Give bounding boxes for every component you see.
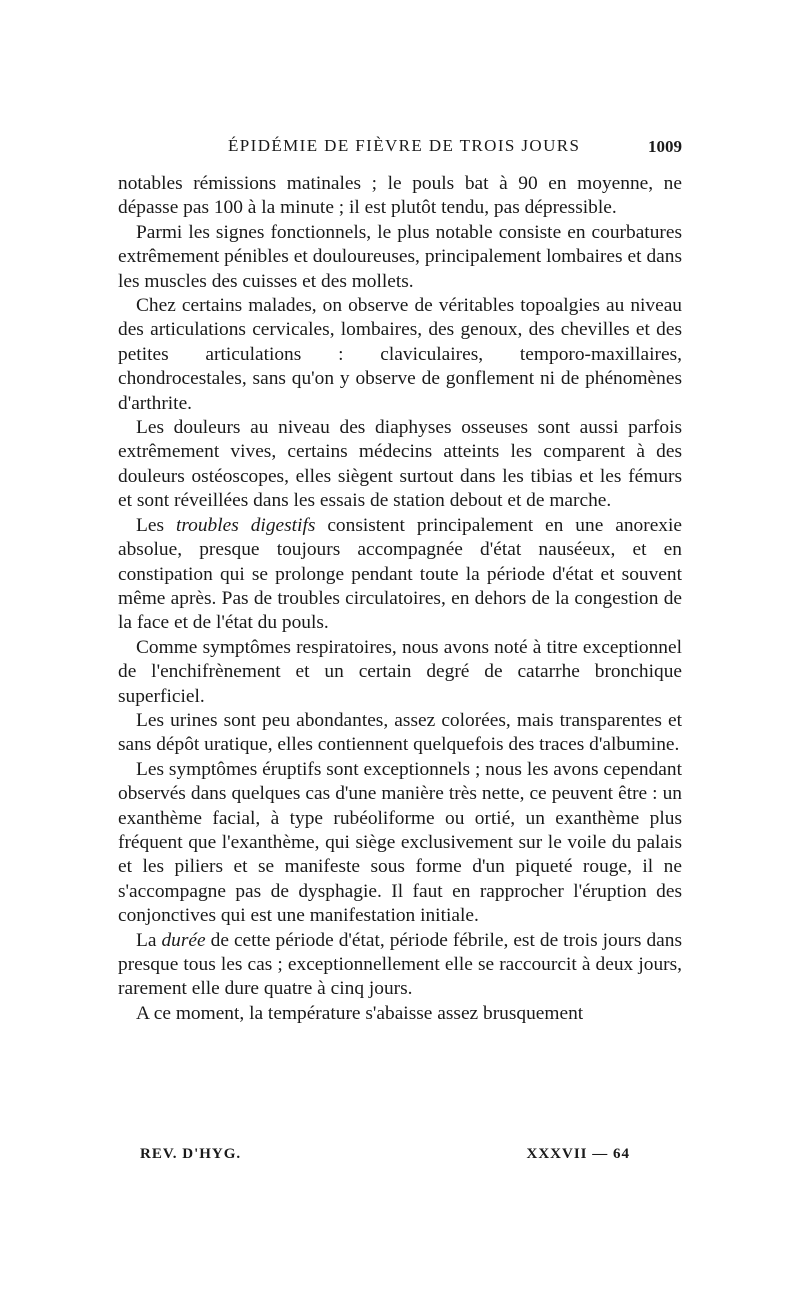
paragraph: A ce moment, la température s'abaisse assez brusquement (136, 1002, 584, 1024)
paragraph-text: de cette période d'état, période fébrile, est de trois jours dans presque tous les cas ; exceptionnellement elle se raccourcit à deux jours, rarement elle dure quatre à cinq jours. (118, 929, 682, 1000)
paragraph-text: consistent principalement en une anorexie absolue, presque toujours accompagnée d'état nauséeux, et en constipation qui se prolonge pendant toute la période d'état et souvent même après. Pas de troubles circulatoires, en dehors de la congestion de la face et de l'état du pouls. (118, 514, 682, 634)
paragraph: Les symptômes éruptifs sont exceptionnels ; nous les avons cependant observés dans quelques cas d'une manière très nette, ce peuvent être : un exanthème facial, à type rubéoliforme ou ortié, un exanthème plus fréquent que l'exanthème, qui siège exclusivement sur le voile du palais et les piliers et se manifeste sous forme d'un piqueté rouge, il ne s'accompagne pas de dysphagie. Il faut en rapprocher l'éruption des conjonctives qui est une manifestation initiale. (118, 758, 682, 927)
paragraph: Comme symptômes respiratoires, nous avons noté à titre exceptionnel de l'enchifrènement et un certain degré de catarrhe bronchique superficiel. (118, 636, 682, 707)
page-number: 1009 (648, 137, 682, 156)
paragraph: Les urines sont peu abondantes, assez colorées, mais transparentes et sans dépôt uratique, elles contiennent quelquefois des traces d'albumine. (118, 709, 682, 756)
journal-signature: REV. D'HYG. (140, 1146, 242, 1162)
italic-term: durée (161, 929, 206, 951)
paragraph-text: La (136, 929, 162, 951)
italic-term: troubles digestifs (175, 514, 316, 536)
page-footer (140, 1146, 630, 1168)
paragraph (118, 514, 682, 636)
volume-signature: XXXVII — 64 (526, 1146, 630, 1162)
paragraph (118, 929, 682, 1002)
paragraph: Les douleurs au niveau des diaphyses osseuses sont aussi parfois extrêmement vives, certains médecins atteints les comparent à des douleurs ostéoscopes, elles siègent surtout dans les tibias et les fémurs et sont réveillées dans les essais de station debout et de marche. (118, 417, 682, 512)
body-text (118, 172, 682, 1026)
running-head (118, 136, 682, 162)
paragraph: notables rémissions matinales ; le pouls bat à 90 en moyenne, ne dépasse pas 100 à la minute ; il est plutôt tendu, pas dépressible. (118, 173, 682, 219)
paragraph: Chez certains malades, on observe de véritables topoalgies au niveau des articulations cervicales, lombaires, des genoux, des chevilles et des petites articulations : claviculaires, temporo-maxillaires, chondrocestales, sans qu'on y observe de gonflement ni de phénomènes d'arthrite. (118, 295, 682, 414)
paragraph-text: Les (136, 514, 176, 536)
paragraph: Parmi les signes fonctionnels, le plus notable consiste en courbatures extrêmement pénibles et douloureuses, principalement lombaires et dans les muscles des cuisses et des mollets. (118, 221, 682, 292)
running-title: ÉPIDÉMIE DE FIÈVRE DE TROIS JOURS (228, 136, 581, 155)
